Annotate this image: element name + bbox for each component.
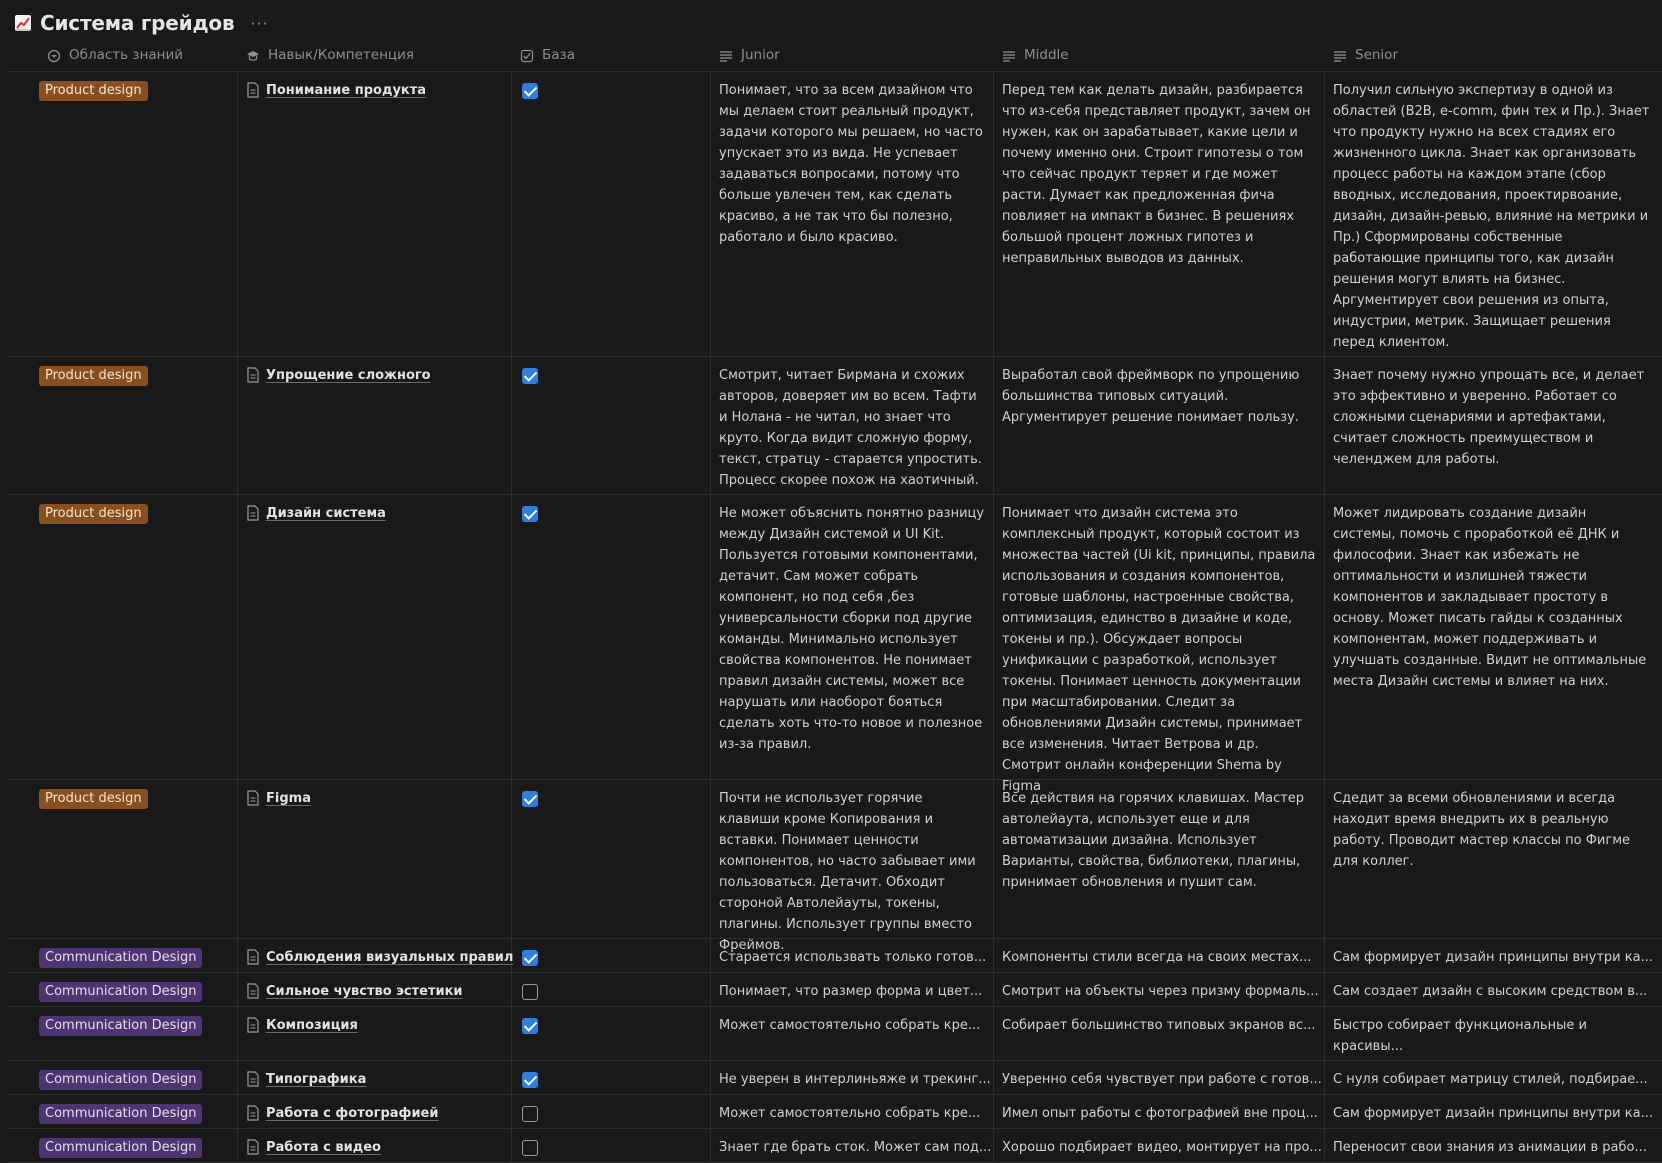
area-tag: Communication Design: [39, 948, 202, 968]
base-checkbox[interactable]: [522, 950, 538, 966]
senior-text: Сдедит за всеми обновлениями и всегда находит время внедрить их в реальную работу. Проводит мастер классы по Фигме для коллег.: [1333, 791, 1631, 869]
senior-cell[interactable]: [1325, 1007, 1662, 1060]
base-cell: [512, 495, 711, 779]
table-header: [8, 40, 1662, 72]
area-cell[interactable]: [8, 1095, 238, 1128]
skill-cell[interactable]: [238, 973, 512, 1006]
area-tag: Communication Design: [39, 1070, 202, 1090]
skill-name-link[interactable]: Композиция: [266, 1018, 358, 1033]
base-checkbox[interactable]: [522, 506, 538, 522]
skill-name-link[interactable]: Figma: [266, 791, 311, 806]
skill-cell[interactable]: [238, 1061, 512, 1094]
senior-text: Сам формирует дизайн принципы внутри ка...: [1333, 950, 1653, 965]
junior-cell[interactable]: [711, 495, 994, 779]
area-tag: Product design: [39, 504, 148, 524]
area-tag: Product design: [39, 789, 148, 809]
table-row[interactable]: [8, 939, 1662, 973]
table-row[interactable]: [8, 1129, 1662, 1163]
skill-name-link[interactable]: Упрощение сложного: [266, 368, 431, 383]
middle-text: Выработал свой фреймворк по упрощению большинства типовых ситуаций. Аргументирует решение понимает пользу.: [1002, 368, 1300, 425]
middle-cell[interactable]: [994, 1095, 1325, 1128]
table-row[interactable]: [8, 1061, 1662, 1095]
junior-cell[interactable]: [711, 72, 994, 356]
junior-cell[interactable]: [711, 1095, 994, 1128]
column-header-area[interactable]: [8, 40, 238, 71]
junior-cell[interactable]: [711, 973, 994, 1006]
area-cell[interactable]: [8, 780, 238, 938]
table-row[interactable]: [8, 495, 1662, 794]
skill-name-link[interactable]: Дизайн система: [266, 506, 386, 521]
base-checkbox[interactable]: [522, 791, 538, 807]
column-header-base-label: База: [542, 47, 575, 63]
middle-text: Перед тем как делать дизайн, разбирается что из-себя представляет продукт, зачем он нужен, как он зарабатывает, какие цели и почему именно они. Строит гипотезы о том что сейчас продукт теряет и где может расти. Думает как предложенная фича повлияет на импакт в бизнес. В решениях большой процент ложных гипотез и неправильных выводов из данных.: [1002, 83, 1311, 266]
senior-cell[interactable]: [1325, 1095, 1662, 1128]
area-tag: Communication Design: [39, 982, 202, 1002]
skill-cell[interactable]: [238, 495, 512, 779]
base-cell: [512, 357, 711, 494]
senior-cell[interactable]: [1325, 1061, 1662, 1094]
table-row[interactable]: [8, 1007, 1662, 1061]
middle-cell[interactable]: [994, 72, 1325, 356]
junior-text: Может самостоятельно собрать кре...: [719, 1106, 981, 1121]
skill-name-link[interactable]: Типографика: [266, 1072, 367, 1087]
senior-text: Быстро собирает функциональные и красивы...: [1333, 1018, 1587, 1054]
area-cell[interactable]: [8, 1007, 238, 1060]
table-row[interactable]: [8, 1095, 1662, 1129]
senior-cell[interactable]: [1325, 1129, 1662, 1162]
base-checkbox[interactable]: [522, 368, 538, 384]
more-options-icon[interactable]: ···: [250, 13, 269, 33]
skill-name-link[interactable]: Работа с фотографией: [266, 1106, 439, 1121]
base-cell: [512, 1061, 711, 1094]
document-icon: [246, 949, 260, 965]
table-row[interactable]: [8, 72, 1662, 357]
base-cell: [512, 780, 711, 938]
column-header-middle-label: Middle: [1024, 47, 1069, 63]
area-cell[interactable]: [8, 72, 238, 356]
middle-cell[interactable]: [994, 780, 1325, 938]
area-tag: Communication Design: [39, 1104, 202, 1124]
junior-text: Знает где брать сток. Может сам под...: [719, 1140, 992, 1155]
column-header-junior-label: Junior: [741, 47, 780, 63]
middle-cell[interactable]: [994, 939, 1325, 972]
senior-text: С нуля собирает матрицу стилей, подбирае...: [1333, 1072, 1648, 1087]
skill-name-link[interactable]: Сильное чувство эстетики: [266, 984, 463, 999]
base-checkbox[interactable]: [522, 1072, 538, 1088]
document-icon: [246, 367, 260, 383]
senior-cell[interactable]: [1325, 780, 1662, 938]
skill-cell[interactable]: [238, 780, 512, 938]
senior-cell[interactable]: [1325, 357, 1662, 494]
document-icon: [246, 1017, 260, 1033]
junior-text: Старается использвать только готов...: [719, 950, 987, 965]
text-lines-icon: [1333, 49, 1347, 63]
middle-cell[interactable]: [994, 973, 1325, 1006]
middle-text: Все действия на горячих клавишах. Мастер автолейаута, использует еще и для автоматизации дизайна. Использует Варианты, свойства, библиотеки, плагины, принимает обновления и пушит сам.: [1002, 791, 1305, 890]
junior-text: Понимает, что за всем дизайном что мы делаем стоит реальный продукт, задачи которого мы решаем, но часто упускает это из вида. Не успевает задаваться вопросами, потому что больше увлечен тем, как сделать красиво, а не так что бы полезно, работало и было красиво.: [719, 83, 983, 245]
base-cell: [512, 973, 711, 1006]
skill-cell[interactable]: [238, 1095, 512, 1128]
middle-text: Понимает что дизайн система это комплексный продукт, который состоит из множества частей (Ui kit, принципы, правила использования и создания компонентов, готовые шаблоны, настроенные свойства, оптимизация, единство в дизайне и коде, токены и пр.). Обсуждает вопросы унификации с разработкой, использует токены. Понимает ценность документации при масштабировании. Следит за обновлениями Дизайн системы, принимает все изменения. Читает Ветрова и др. Смотрит онлайн конференции Shema by Figma: [1002, 506, 1316, 794]
base-checkbox[interactable]: [522, 984, 538, 1000]
text-lines-icon: [719, 49, 733, 63]
junior-text: Понимает, что размер форма и цвет...: [719, 984, 983, 999]
page-title: Система грейдов: [40, 11, 235, 35]
document-icon: [246, 82, 260, 98]
table-row[interactable]: [8, 780, 1662, 953]
junior-cell[interactable]: [711, 357, 994, 494]
chart-increasing-icon: [14, 14, 32, 32]
document-icon: [246, 983, 260, 999]
middle-cell[interactable]: [994, 1129, 1325, 1162]
area-tag: Communication Design: [39, 1016, 202, 1036]
page-header: [14, 8, 269, 38]
document-icon: [246, 1105, 260, 1121]
area-tag: Communication Design: [39, 1138, 202, 1158]
base-cell: [512, 1007, 711, 1060]
column-header-senior[interactable]: [1325, 40, 1662, 71]
senior-text: Знает почему нужно упрощать все, и делает это эффективно и уверенно. Работает со сложными сценариями и артефактами, считает сложность преимуществом и челенджем для работы.: [1333, 368, 1645, 467]
base-cell: [512, 72, 711, 356]
senior-text: Переносит свои знания из анимации в рабо...: [1333, 1140, 1647, 1155]
middle-text: Уверенно себя чувствует при работе с готов...: [1002, 1072, 1322, 1087]
junior-text: Смотрит, читает Бирмана и схожих авторов, доверяет им во всем. Тафти и Нолана - не читал, но знает что круто. Когда видит сложную форму, текст, стратцу - старается упростить. Процесс скорее похож на хаотичный.: [719, 368, 982, 488]
column-header-junior[interactable]: [711, 40, 994, 71]
base-cell: [512, 939, 711, 972]
senior-cell[interactable]: [1325, 495, 1662, 779]
document-icon: [246, 1071, 260, 1087]
table-row[interactable]: [8, 357, 1662, 495]
column-header-base[interactable]: [512, 40, 711, 71]
column-header-skill-label: Навык/Компетенция: [268, 47, 414, 63]
skill-cell[interactable]: [238, 1007, 512, 1060]
skill-cell[interactable]: [238, 72, 512, 356]
column-header-skill[interactable]: [238, 40, 512, 71]
skill-cell[interactable]: [238, 1129, 512, 1162]
junior-text: Почти не использует горячие клавиши кроме Копирования и вставки. Понимает ценности компонентов, но часто забывает ими пользоваться. Детачит. Обходит стороной Автолейауты, токены, плагины. Использует группы вместо Фреймов.: [719, 791, 976, 953]
middle-text: Собирает большинство типовых экранов вс...: [1002, 1018, 1316, 1033]
senior-cell[interactable]: [1325, 72, 1662, 356]
middle-text: Имел опыт работы с фотографией вне проц...: [1002, 1106, 1318, 1121]
area-cell[interactable]: [8, 939, 238, 972]
table-row[interactable]: [8, 973, 1662, 1007]
junior-text: Не может объяснить понятно разницу между Дизайн системой и UI Kit. Пользуется готовыми компонентами, детачит. Сам может собрать компонент, но под себя ,без универсальности сборки под другие команды. Минимально использует свойства компонентов. Не понимает правил дизайн системы, может все нарушать или наоборот бояться сделать хоть что-то новое и полезное из-за правил.: [719, 506, 985, 752]
senior-text: Сам создает дизайн с высоким средством в...: [1333, 984, 1648, 999]
middle-cell[interactable]: [994, 1007, 1325, 1060]
column-header-middle[interactable]: [994, 40, 1325, 71]
document-icon: [246, 790, 260, 806]
senior-text: Сам формирует дизайн принципы внутри ка...: [1333, 1106, 1653, 1121]
base-checkbox[interactable]: [522, 1140, 538, 1156]
junior-cell[interactable]: [711, 939, 994, 972]
junior-cell[interactable]: [711, 780, 994, 953]
column-header-area-label: Область знаний: [69, 47, 184, 63]
area-tag: Product design: [39, 81, 148, 101]
base-checkbox[interactable]: [522, 1018, 538, 1034]
middle-cell[interactable]: [994, 357, 1325, 494]
status-circle-icon: [47, 49, 61, 63]
graduation-cap-icon: [246, 49, 260, 63]
skill-name-link[interactable]: Соблюдения визуальных правил: [266, 950, 514, 965]
skill-cell[interactable]: [238, 939, 512, 972]
checkbox-icon: [520, 49, 534, 63]
middle-text: Компоненты стили всегда на своих местах...: [1002, 950, 1312, 965]
junior-cell[interactable]: [711, 1061, 994, 1094]
skill-cell[interactable]: [238, 357, 512, 494]
area-cell[interactable]: [8, 1129, 238, 1162]
text-lines-icon: [1002, 49, 1016, 63]
middle-text: Смотрит на объекты через призму формаль...: [1002, 984, 1319, 999]
middle-cell[interactable]: [994, 495, 1325, 794]
junior-text: Не уверен в интерлиньяже и трекинг...: [719, 1072, 991, 1087]
document-icon: [246, 1139, 260, 1155]
junior-text: Может самостоятельно собрать кре...: [719, 1018, 981, 1033]
senior-cell[interactable]: [1325, 939, 1662, 972]
grades-table: [8, 40, 1662, 1163]
area-cell[interactable]: [8, 357, 238, 494]
base-checkbox[interactable]: [522, 1106, 538, 1122]
area-tag: Product design: [39, 366, 148, 386]
area-cell[interactable]: [8, 1061, 238, 1094]
skill-name-link[interactable]: Понимание продукта: [266, 83, 427, 98]
middle-cell[interactable]: [994, 1061, 1325, 1094]
area-cell[interactable]: [8, 495, 238, 779]
skill-name-link[interactable]: Работа с видео: [266, 1140, 381, 1155]
middle-text: Хорошо подбирает видео, монтирует на про...: [1002, 1140, 1322, 1155]
area-cell[interactable]: [8, 973, 238, 1006]
document-icon: [246, 505, 260, 521]
junior-cell[interactable]: [711, 1129, 994, 1162]
base-cell: [512, 1129, 711, 1162]
senior-cell[interactable]: [1325, 973, 1662, 1006]
column-header-senior-label: Senior: [1355, 47, 1398, 63]
junior-cell[interactable]: [711, 1007, 994, 1060]
base-cell: [512, 1095, 711, 1128]
senior-text: Может лидировать создание дизайн системы, помочь с проработкой её ДНК и философии. Знает как избежать не оптимальности и излишней тяжести компонентов и закладывает простоту в основу. Может писать гайды к созданных компонентам, может поддерживать и улучшать созданные. Видит не оптимальные места Дизайн системы и влияет на них.: [1333, 506, 1647, 689]
senior-text: Получил сильную экспертизу в одной из областей (B2B, e-comm, фин тех и Пр.). Знает что продукту нужно на всех стадиях его жизненного цикла. Знает как организовать процесс работы на каждом этапе (сбор вводных, исследования, проектирвоание, дизайн, дизайн-ревью, влияние на метрики и Пр.) Сформированы собственные работающие принципы того, как дизайн решения могут влиять на бизнес. Аргументирует свои решения из опыта, индустрии, метрик. Защищает решения перед клиентом.: [1333, 83, 1650, 350]
base-checkbox[interactable]: [522, 83, 538, 99]
